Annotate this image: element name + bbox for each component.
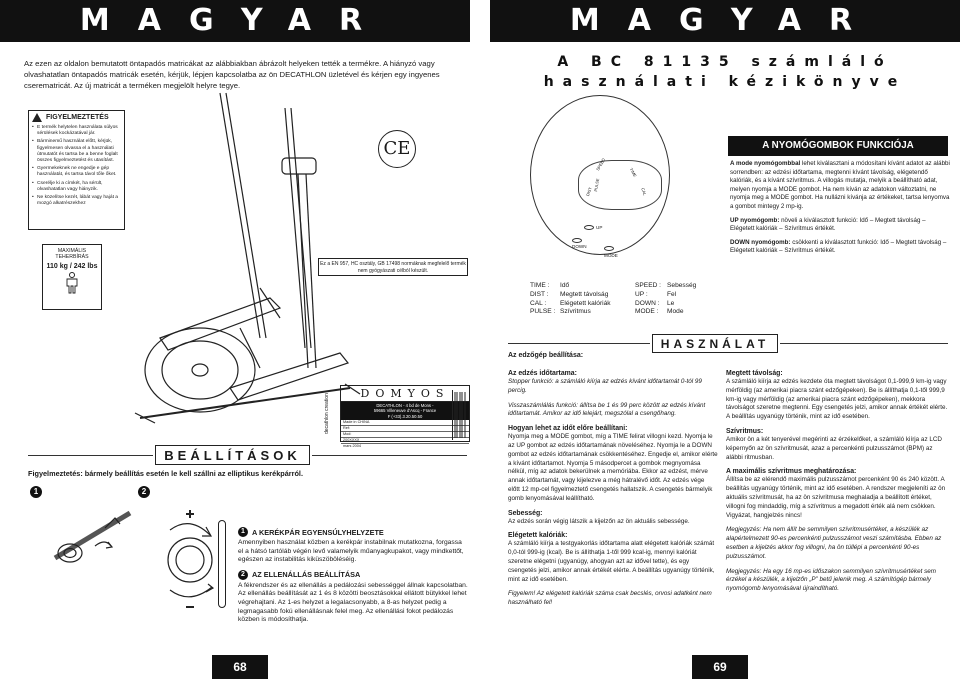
section-text: A számláló kiírja az edzés kezdete óta megtett távolságot 0,1-999,9 km-ig vagy mérföldig (az amerikai piacra szánt edzőgépeken). Be is állíthatja 0,1-től 999,9 km-ig vagy mérföldig (az amerikai piacra szánt edzőgépeken), mekkora távolságot szeretne megtenni. Egy csengetés jelzi, amikor annak értékét elérte. A beállítás ugyanúgy történik, mint az idő esetében.	[726, 378, 948, 421]
settings-warning: Figyelmeztetés: bármely beállítás esetén le kell szállni az elliptikus kerékpárról.	[28, 469, 303, 478]
brand-logo: DOMYOS	[341, 386, 469, 402]
usage-rule-left	[508, 343, 650, 344]
legend-row: DIST : Megtett távolság UP : Fel	[530, 290, 677, 298]
lcd-label: TIME	[628, 167, 638, 178]
section-heading: Szívritmus:	[726, 427, 764, 435]
section-text: Állítsa be az elérendő maximális pulzusszámot percenként 90 és 240 között. A beállítás ugyanúgy történik, mint az idő esetében. A rendszer megjeleníti az ön aktuális szívritmusát, ha az ön szívritmusa meghaladja a beállított értéket, villogni fog mindaddig, míg a szívritmus a megadott érték alá nem csökken. Vigyázat, hangjelzés nincs!	[726, 476, 946, 519]
page-number-right: 69	[692, 655, 748, 679]
warning-title: FIGYELMEZTETÉS	[46, 114, 109, 121]
section-text: Nyomja meg a MODE gombot, míg a TIME felirat villogni kezd. Nyomja le az UP gombot az edzés időtartamának növeléséhez. Nyomja le a DOWN gombot az edzés időtartamának csökkentéséhez. Engedje el, amikor elérte a kívánt időtartamot. Nyomja 5 másodpercet a gombok megnyomása nélkül, míg az adatok bekerülnek a memóriába. Ekkor az edzést, mérve annak időtartamát, vagy kijelezve a még hátralévő időt. Az edzés vége előtt 12 mp-cel figyelmeztető csengetés hallatszik. A csengetés bármelyik gomb lenyomásával leállítható.	[508, 433, 718, 502]
person-icon	[64, 272, 80, 294]
step-number-2: 2	[138, 486, 150, 498]
step-number-2-inline: 2	[238, 570, 248, 580]
adjustment-instructions	[238, 527, 468, 630]
down-func-text: csökkenti a kiválasztott funkció: Idő – Megtett távolság – Elégetett kalóriák – Szívritmus értékét.	[730, 238, 947, 255]
norm-sticker: Ez a EN 957, HC osztály, GB 17498 normáknak megfelelő termék nem gyógyászati célból készült.	[318, 258, 468, 276]
language-banner-left: MAGYAR	[0, 0, 470, 42]
warning-item: • Gyermekeknek ne engedje e gép használatát, és tartsa távol tőle őket.	[32, 166, 121, 178]
lcd-label: CAL	[640, 187, 648, 197]
product-label-side-text: decathlon creation	[324, 393, 330, 434]
usage-column-middle	[508, 370, 718, 614]
mode-func-text: lehet kiválasztani a módosítani kívánt adatot az alábbi sorrendben: az edzési időtartama, megtenni kívánt távolság, elégetendő kalóriák, és a kívánt szívritmus. A villogás mutatja, melyik a beállítható adat, melyen nyomja a MODE gombot. Ha nem kíván az adatokon változtatni, ne nyomja meg a MODE gombot. Ha nullázni kívánja az értékeket, tartsa lenyomva a gombot mintegy 2 mp-ig.	[730, 160, 950, 210]
down-button-label: DOWN	[572, 244, 587, 249]
section-heading: Hogyan lehet az időt előre beállítani:	[508, 425, 628, 433]
step-number-1: 1	[30, 486, 42, 498]
section-text: Visszaszámlálás funkció: állítsa be 1 és 99 perc között az edzés kívánt időtartamát. Amikor az idő lelejárt, megszólal a csengőhang.	[508, 401, 706, 418]
warning-item: • E termék helytelen használata súlyos sérülések kockázatával jár.	[32, 125, 121, 137]
section-text: Az edzés során végig látszik a kijelzőn az ön aktuális sebessége.	[508, 517, 690, 525]
mode-button[interactable]	[604, 246, 614, 251]
section-text: A számláló kiírja a testgyakorlás időtartama alatt elégetett kalóriák számát 0,0-tól 999-ig (kcal). Be is állíthatja 1-től 999 kcal-ig, mennyi kalóriát szeretne elégetni (ugyanúgy, ahogyan azt az idővel tette), és egy csengetés jelzi, amikor annak értékét elérte. A beállítás ugyanúgy történik, mint az idő esetében.	[508, 540, 715, 583]
model-title-line-1: A BC 81135 számláló	[557, 54, 893, 70]
label-row: mars 2004	[343, 444, 361, 449]
lcd-label: SPEED	[595, 157, 607, 172]
down-button[interactable]	[572, 238, 582, 243]
page-number-left: 68	[212, 655, 268, 679]
section-text: Megjegyzés: Ha egy 16 mp-es időszakon semmilyen szívritmusértéket sem érzékel a készülék, a kijelzőn „P” betű jelenik meg. A számítógép bármely nyomógomb lenyomásával újraindítható.	[726, 567, 936, 593]
section-heading: Az edzés időtartama:	[508, 370, 577, 377]
warning-item: • Bárminemű használat előtt, kérjük, figyelmesen olvassa el a használati útmutatót és tartsa be a benne foglalt összes figyelmeztetést és utasítást.	[32, 139, 121, 164]
label-row: 200XXXX	[341, 438, 469, 444]
legend-row: PULSE : Szívritmus MODE : Mode	[530, 308, 684, 316]
capacity-value: 110 kg / 242 lbs	[46, 263, 98, 271]
warning-sticker	[28, 110, 125, 230]
legend-row: CAL : Elégetett kalóriák DOWN : Le	[530, 299, 675, 307]
up-button-label: UP	[596, 225, 603, 230]
capacity-label-2: TEHERBÍRÁS	[55, 254, 89, 261]
section-text: Megjegyzés: Ha nem állít be semmilyen szívritmusértéket, a készülék az alapértelmezett 90-es percenkénti pulzusszámot veszi számításba. Ebben az esetben a kijelzés akkor fog villogni, ha ön túllépi a percenkénti 90-es pulzusszámot.	[726, 526, 942, 560]
mode-func-head: A mode nyomógombbal	[730, 160, 801, 167]
settings-rule-right	[312, 455, 467, 456]
section-text: Figyelem! Az elégetett kalóriák száma csak becslés, orvosi adatként nem használható fel!	[508, 590, 712, 607]
button-functions-text	[730, 160, 950, 261]
settings-title: BEÁLLÍTÁSOK	[155, 445, 310, 465]
usage-column-right	[726, 370, 948, 600]
exercise-label: Az edzőgép beállítása:	[508, 352, 584, 359]
console-legend	[530, 282, 742, 317]
product-label-sticker	[340, 385, 470, 449]
usage-title: HASZNÁLAT	[652, 334, 778, 353]
model-title-line-2: használati kézikönyve	[543, 74, 907, 90]
lcd-label: PULSE	[593, 178, 601, 192]
language-banner-right: MAGYAR	[490, 0, 960, 42]
section-heading: Elégetett kalóriák:	[508, 532, 568, 540]
up-button[interactable]	[584, 225, 594, 230]
settings-rule-left	[28, 455, 153, 456]
label-address-line: F (+33).3.20.50.50	[387, 413, 423, 419]
mode-button-label: MODE	[604, 253, 618, 258]
resistance-post	[218, 520, 226, 608]
section-text: Amikor ön a két tenyerével megérinti az érzékelőket, a számláló kiírja az LCD képernyőn az ön szívritmusát, azaz a percenkénti pulzusszámot (BPM) az alábbi ritmusban.	[726, 435, 942, 461]
lcd-label: DIST	[585, 186, 593, 197]
warning-item: • Cserélje ki a címkét, ha sérült, olvashatatlan vagy hiányzik.	[32, 181, 121, 193]
warning-item: • Ne közelítse kezét, lábát vagy haját a mozgó alkatrészekhez	[32, 195, 121, 207]
section-heading: Sebesség:	[508, 509, 543, 517]
model-title	[500, 52, 950, 92]
console-lcd	[578, 157, 662, 210]
step-number-1-inline: 1	[238, 527, 248, 537]
label-row: Made in CHINA	[341, 420, 469, 426]
label-row: Ref:	[341, 426, 469, 432]
adjustment-2-title: AZ ELLENÁLLÁS BEÁLLÍTÁSA	[252, 570, 361, 580]
adjustment-2-text: A fékrendszer és az ellenállás a pedálozási sebességgel állnak kapcsolatban. Az ellenállás beállítását az 1 és 8 közötti beosztásokkal ellátott bütykkel lehet végrehajtani. Az 1-es helyzet a legalacsonyabb, a 8-as helyzet pedig a legmagasabb fokú ellenállásnak felel meg. Az ellenállási fokot pedálozás közben is módosíthatja.	[238, 581, 468, 624]
up-func-text: növeli a kiválasztott funkció: Idő – Megtett távolság – Elégetett kalóriák – Szívritmus értékét.	[730, 216, 926, 233]
barcode-icon	[452, 390, 466, 440]
section-text: Stopper funkció: a számláló kiírja az edzés kívánt időtartamát 0-tól 99 percig.	[508, 378, 702, 394]
warning-list	[32, 125, 121, 207]
button-functions-title: A NYOMÓGOMBOK FUNKCIÓJA	[728, 136, 948, 156]
max-capacity-sticker	[42, 244, 102, 310]
label-row: Mod:	[341, 432, 469, 438]
label-address-line: DECATHLON - 4 bd de Mons -	[376, 403, 434, 408]
section-heading: A maximális szívritmus meghatározása:	[726, 468, 857, 476]
warning-triangle-icon	[32, 113, 42, 122]
intro-text: Az ezen az oldalon bemutatott öntapadós matricákat az alábbiakban ábrázolt helyeken tették a termékre. A hiányzó vagy olvashatatlan öntapadós matricák esetén, kérjük, lépjen kapcsolatba az ön DECATHLON üzletével és kérjen egy ingyenes cserematricát. Az új matricát a terméken megjelölt helyre tegye.	[24, 59, 440, 90]
barcode-graphic	[453, 390, 467, 440]
adjustment-1-text: Amennyiben használat közben a kerékpár instabilnak mutatkozna, forgassa el a hátsó tartóláb végén levő valamelyik műanyagkupakot, vagy mindkettőt, egészen az instabilitás kiküszöböléséig.	[238, 539, 464, 564]
down-func-head: DOWN nyomógomb:	[730, 238, 791, 246]
adjustment-1-title: A KERÉKPÁR EGYENSÚLYHELYZETE	[252, 527, 384, 537]
usage-rule-right	[780, 343, 948, 344]
capacity-label-1: MAXIMÁLIS	[57, 248, 87, 254]
section-heading: Megtett távolság:	[726, 370, 783, 377]
ce-mark: CE	[378, 130, 416, 168]
balance-foot-illustration	[45, 498, 140, 573]
label-address-line: 59665 Villeneuve d'Ascq - France	[373, 408, 437, 414]
up-func-head: UP nyomógomb:	[730, 216, 780, 224]
legend-row: TIME : Idő SPEED : Sebesség	[530, 282, 697, 289]
